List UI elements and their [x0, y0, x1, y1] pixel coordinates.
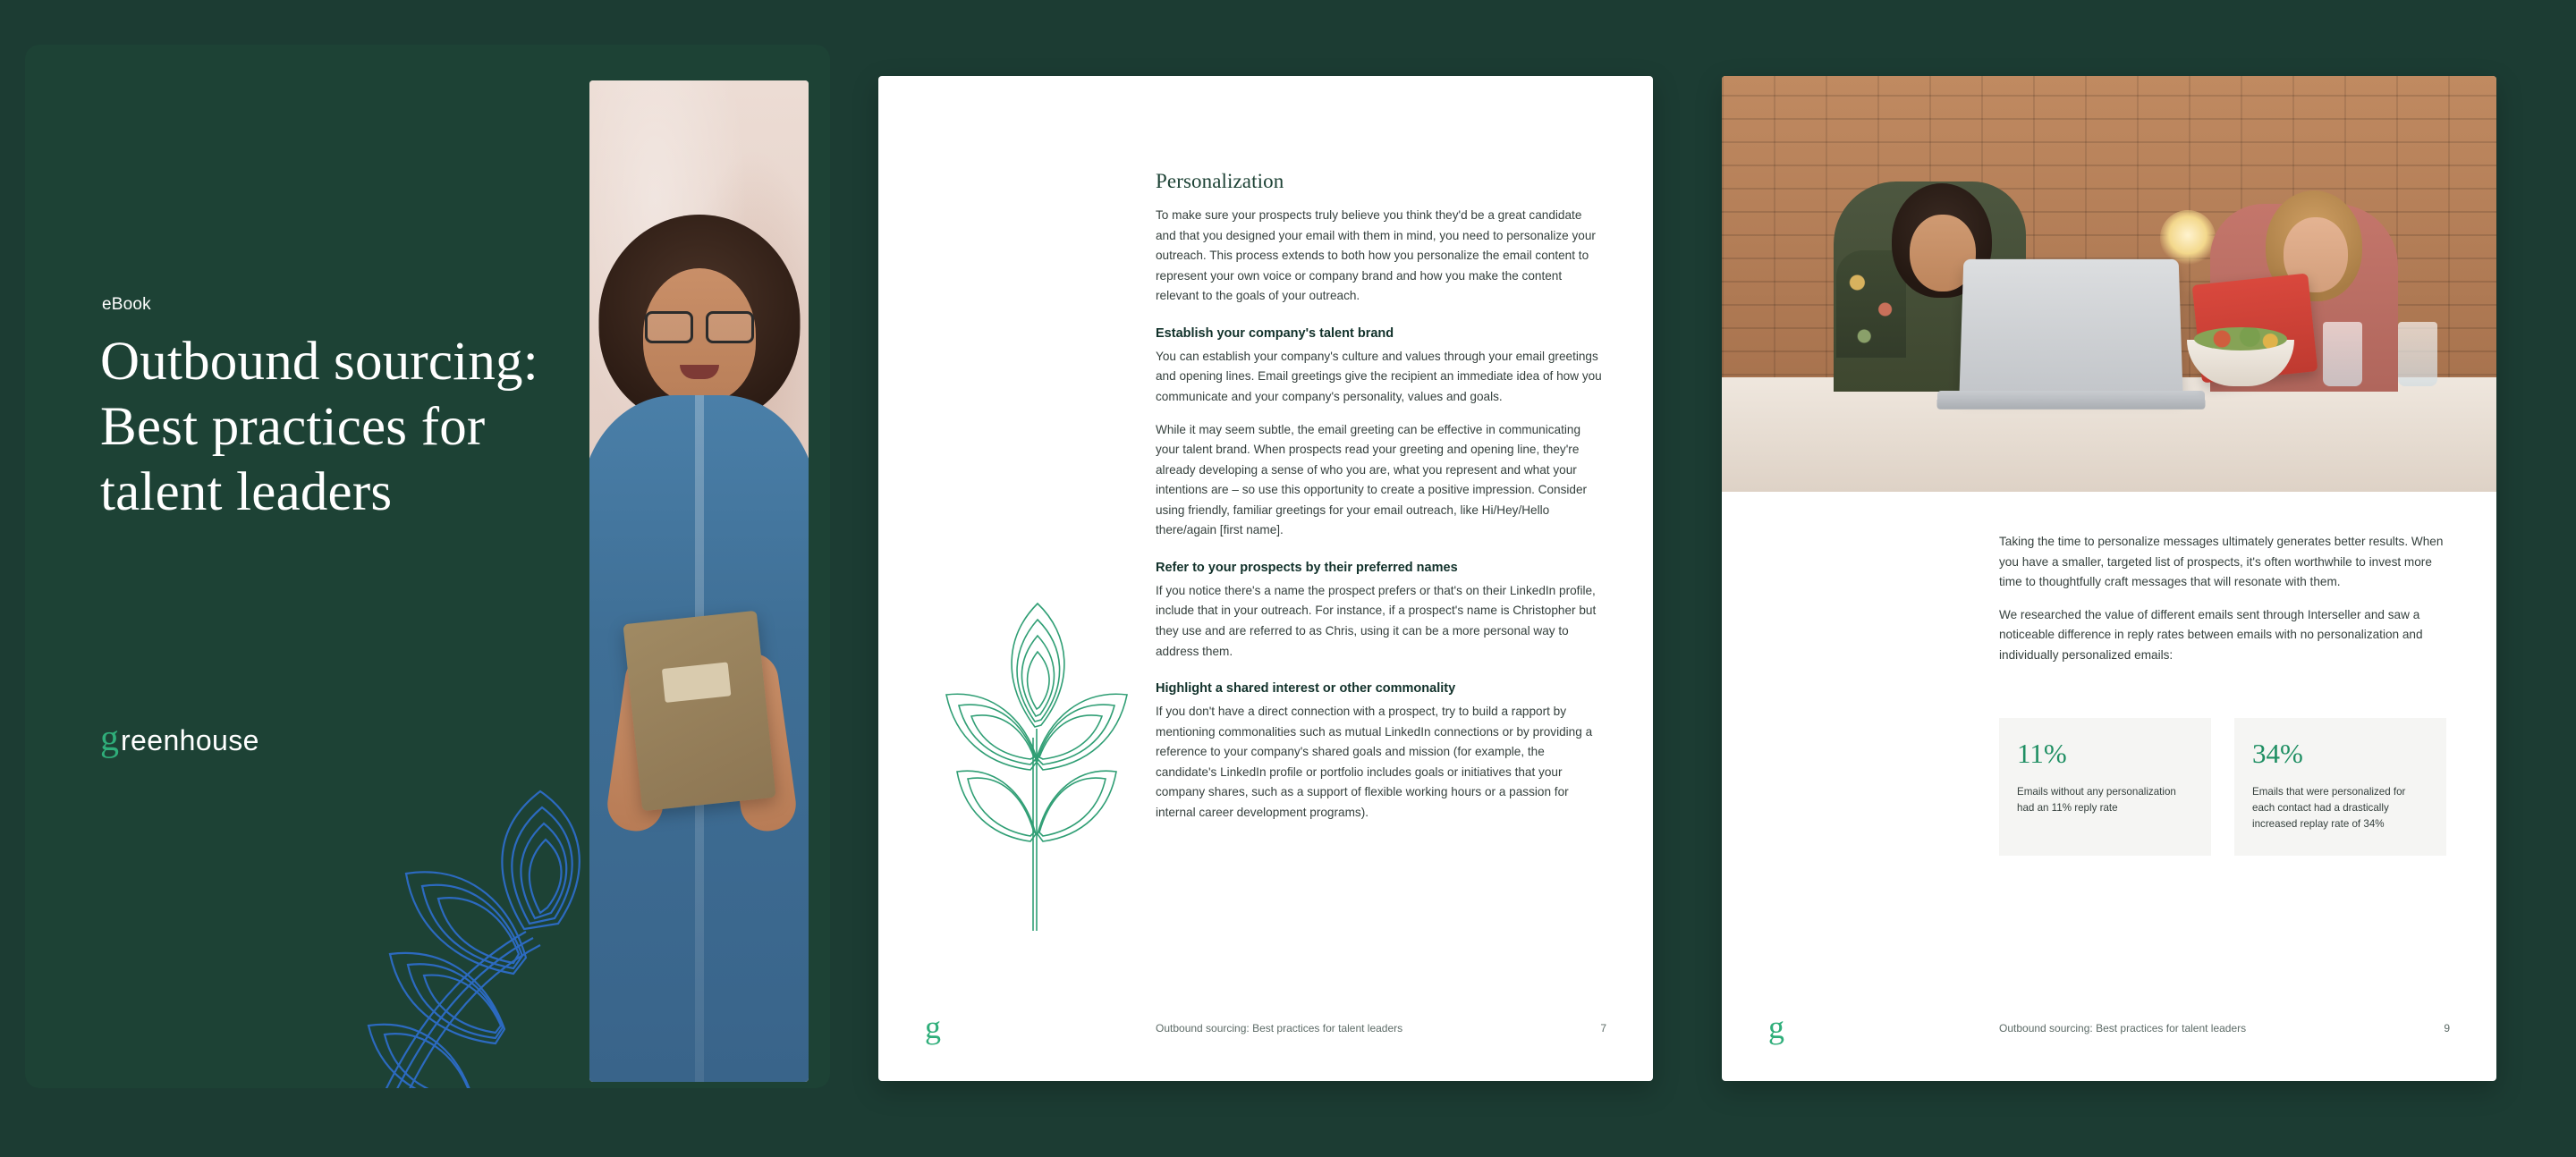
footer-logo-page-7: g [925, 1009, 941, 1045]
subsection-heading-1: Establish your company's talent brand [1156, 325, 1394, 341]
subsection-1-paragraph-1: You can establish your company's culture and values through your email greetings and opening lines. Email greetings give the recipient an immediate idea of how you communicate and your company's personality, values and goals. [1156, 349, 1602, 403]
page-number-7: 7 [1600, 1022, 1606, 1035]
page-9-text-column [1999, 532, 2446, 665]
stat-card-1-value: 11% [2017, 738, 2067, 769]
footer-title-page-9: Outbound sourcing: Best practices for talent leaders [1999, 1022, 2247, 1035]
stat-card-2-description: Emails that were personalized for each contact had a drastically increased replay rate of 34% [2252, 786, 2406, 830]
photo-notebook [623, 611, 775, 812]
cover-photo [589, 80, 809, 1082]
greenhouse-logo-mark: g [100, 718, 119, 759]
stat-card-1 [1999, 718, 2211, 856]
subsection-heading-3: Highlight a shared interest or other commonality [1156, 681, 1456, 697]
greenhouse-logo [100, 720, 259, 757]
page-9-photo [1722, 76, 2496, 492]
page-9-paragraph-2: We researched the value of different emails sent through Interseller and saw a noticeable difference in reply rates between emails with no personalization and individually personalized emails: [1999, 607, 2423, 662]
footer-title-page-7: Outbound sourcing: Best practices for talent leaders [1156, 1022, 1403, 1035]
stat-cards [1999, 718, 2446, 856]
subsection-1-paragraph-2: While it may seem subtle, the email greeting can be effective in communicating your talent brand. When prospects read your greeting and opening line, they're already developing a sense of who you are, what you represent and what your intentions are – so use this opportunity to create a positive impression. Consider using friendly, familiar greetings for your email outreach, like Hi/Hey/Hello there/again [first name]. [1156, 422, 1588, 537]
green-leaf-decoration [916, 577, 1157, 934]
stat-card-1-description: Emails without any personalization had an 11% reply rate [2017, 786, 2176, 814]
laptop [1960, 259, 2183, 393]
footer-logo-page-9: g [1768, 1009, 1784, 1045]
content-page-9 [1722, 76, 2496, 1081]
greenhouse-logo-word: reenhouse [121, 724, 259, 756]
lamp-light [2160, 210, 2216, 266]
subsection-3-paragraph-1: If you don't have a direct connection with a prospect, try to build a rapport by mentioning commonalities such as mutual LinkedIn connections or by providing a reference to your company's shared goals and mission (for example, the candidate's LinkedIn profile or portfolio includes goals or initiatives that your company shares, such as a support of flexible working hours or a passion for internal career development programs). [1156, 705, 1593, 819]
stat-card-2-value: 34% [2252, 738, 2303, 769]
cover-page [25, 45, 830, 1088]
subsection-heading-2: Refer to your prospects by their preferred names [1156, 560, 1458, 575]
subsection-2-paragraph-1: If you notice there's a name the prospect prefers or that's on their LinkedIn profile, include that in your outreach. For instance, if a prospect's name is Christopher but they use and are referred to as Chris, using it can be a more personal way to address them. [1156, 583, 1597, 658]
glasses-icon [645, 311, 754, 338]
page-9-paragraph-1: Taking the time to personalize messages ultimately generates better results. When you have a smaller, targeted list of prospects, it's often worthwhile to invest more time to thoughtfully craft messages that will resonate with them. [1999, 535, 2444, 589]
water-glass-2 [2398, 322, 2437, 386]
water-glass-1 [2323, 322, 2362, 386]
stat-card-2 [2234, 718, 2446, 856]
cover-label: eBook [102, 295, 151, 314]
page-title: Outbound sourcing: Best practices for talent leaders [100, 332, 538, 523]
page-7-text-column [1156, 170, 1603, 823]
page-number-9: 9 [2444, 1022, 2450, 1035]
content-page-7 [878, 76, 1653, 1081]
section-heading: Personalization [1156, 170, 1284, 192]
intro-paragraph: To make sure your prospects truly believe you think they'd be a great candidate and that you designed your email with them in mind, you need to personalize your outreach. This process extends to both how you personalize the email content to represent your own voice or company brand and how you make the content relevant to the goals of your outreach. [1156, 208, 1596, 303]
